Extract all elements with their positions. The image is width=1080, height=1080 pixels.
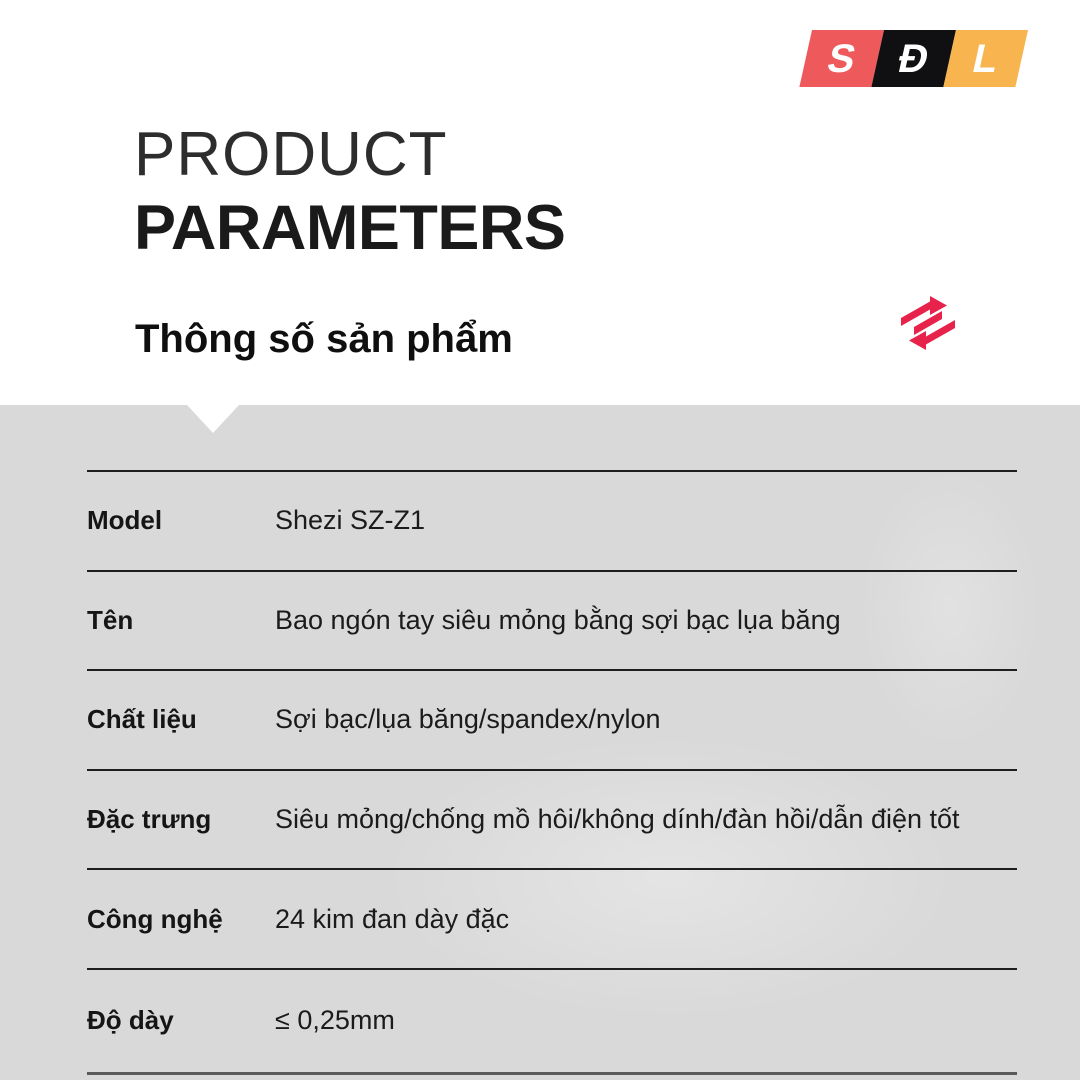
row-label: Đặc trưng bbox=[87, 804, 212, 835]
row-label: Công nghệ bbox=[87, 903, 223, 934]
table-row-do-day bbox=[87, 970, 1017, 1075]
panel-notch bbox=[187, 405, 239, 433]
row-value: Siêu mỏng/chống mồ hôi/không dính/đàn hồi/dẫn điện tốt bbox=[275, 804, 960, 835]
table-row-ten bbox=[87, 572, 1017, 672]
row-value: Bao ngón tay siêu mỏng bằng sợi bạc lụa băng bbox=[275, 604, 841, 635]
table-row-dac-trung bbox=[87, 771, 1017, 871]
table-row-model bbox=[87, 472, 1017, 572]
row-value: ≤ 0,25mm bbox=[275, 1005, 395, 1036]
parameters-table bbox=[87, 470, 1017, 1075]
spec-panel bbox=[0, 405, 1080, 1080]
logo-letter-l: L bbox=[968, 36, 1003, 81]
logo-segment-l bbox=[943, 30, 1028, 87]
page-title-line2: PARAMETERS bbox=[134, 193, 566, 263]
row-value: Sợi bạc/lụa băng/spandex/nylon bbox=[275, 704, 661, 735]
logo-letter-d: Đ bbox=[894, 36, 933, 81]
page-title-line1: PRODUCT bbox=[134, 120, 448, 189]
logo-letter-s: S bbox=[823, 36, 860, 81]
row-value: Shezi SZ-Z1 bbox=[275, 505, 426, 536]
s-arrows-icon bbox=[897, 286, 959, 358]
logo-segment-s bbox=[799, 30, 884, 87]
logo-segment-d bbox=[871, 30, 956, 87]
row-label: Tên bbox=[87, 604, 134, 635]
row-value: 24 kim đan dày đặc bbox=[275, 903, 510, 934]
page-subtitle: Thông số sản phẩm bbox=[135, 317, 513, 361]
table-row-cong-nghe bbox=[87, 870, 1017, 970]
row-label: Model bbox=[87, 505, 163, 536]
row-label: Độ dày bbox=[87, 1005, 174, 1036]
sdl-brand-logo bbox=[799, 30, 1028, 87]
row-label: Chất liệu bbox=[87, 704, 197, 735]
table-row-chat-lieu bbox=[87, 671, 1017, 771]
